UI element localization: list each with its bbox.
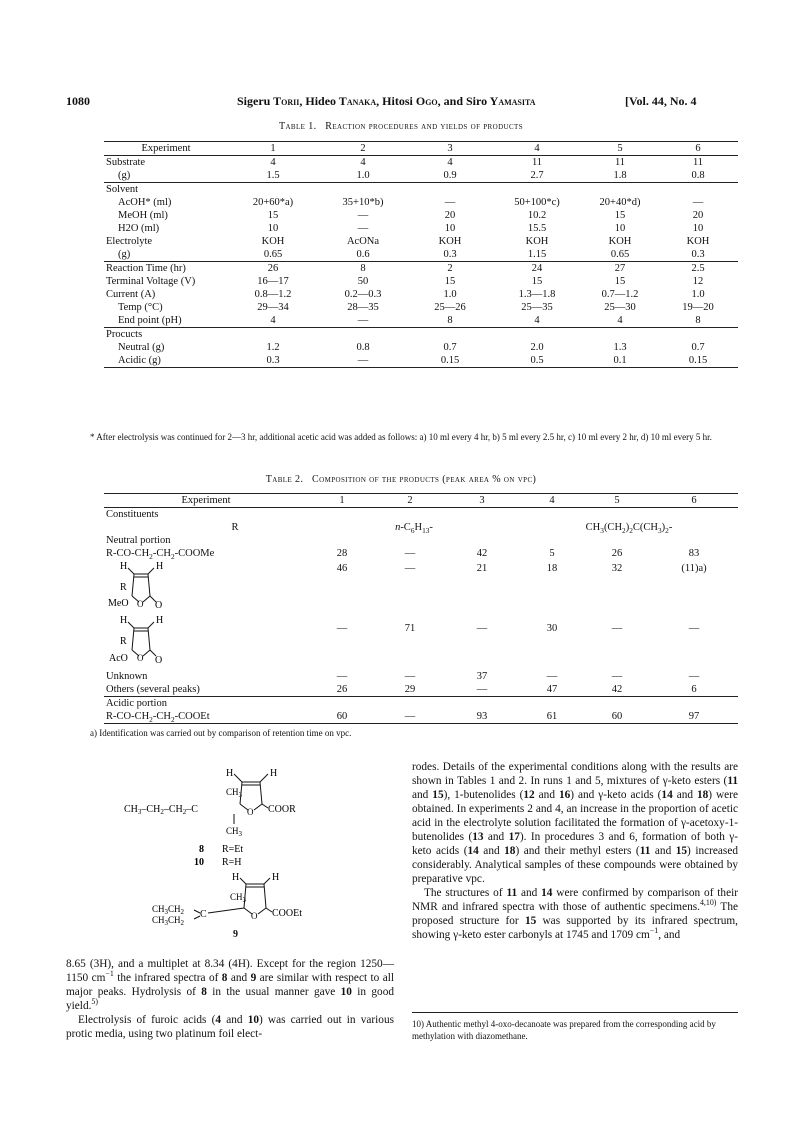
t2-row-ketoacid-ester bbox=[104, 710, 738, 724]
t1-cell: 20 bbox=[692, 210, 704, 221]
t1-cell: 2 bbox=[408, 262, 492, 276]
t1-row-label: Temp (°C) bbox=[118, 302, 163, 313]
t1-cell: 27 bbox=[582, 262, 658, 276]
t1-row bbox=[104, 341, 738, 354]
t1-cell: 8 bbox=[695, 315, 701, 326]
t2-cell: 46 bbox=[336, 563, 348, 574]
t1-row bbox=[104, 301, 738, 314]
t1-row-label: AcOH* (ml) bbox=[118, 197, 172, 208]
t1-cell: 0.6 bbox=[356, 249, 370, 260]
t1-cell: 0.8 bbox=[691, 170, 705, 181]
t1-row-label: Electrolyte bbox=[106, 236, 153, 247]
right-paragraph-2: The structures of 11 and 14 were confirmed by comparison of their NMR and infrared spectra with those of authentic specimens.$^{4,10)}$ The proposed structure for 15 was supported by its infrared spectrum, showing γ-keto ester carbonyls at 1745 and 1709 $cm^{-1}$, and bbox=[412, 887, 738, 941]
t1-cell: 29—34 bbox=[257, 302, 289, 313]
t1-row-label: Procucts bbox=[104, 328, 228, 342]
t1-cell: KOH bbox=[525, 236, 549, 247]
methoxy-butenolide-structure bbox=[104, 560, 308, 614]
t1-cell: 11 bbox=[658, 156, 738, 170]
t1-row-label: Reaction Time (hr) bbox=[104, 262, 228, 276]
table2-footnote: a) Identification was carried out by comparison of retention time on vpc. bbox=[90, 728, 352, 738]
svg-text:H: H bbox=[232, 872, 240, 883]
t1-cell: 50 bbox=[357, 276, 369, 287]
t1-cell: 15 bbox=[444, 276, 456, 287]
t2-cell: 42 bbox=[611, 684, 623, 695]
t1-cell: 20+40*d) bbox=[599, 197, 641, 208]
svg-text:H: H bbox=[226, 768, 234, 779]
t1-cell bbox=[408, 328, 492, 342]
t1-cell bbox=[582, 183, 658, 197]
t1-cell: 0.3 bbox=[691, 249, 705, 260]
t1-row-label: Acidic (g) bbox=[104, 354, 228, 368]
t1-cell: 5 bbox=[582, 142, 658, 156]
t2-cell: — bbox=[404, 563, 416, 574]
t1-cell: 4 bbox=[228, 156, 318, 170]
t2-cell: 60 bbox=[584, 710, 650, 724]
left-paragraph-1: 8.65 (3H), and a multiplet at 8.34 (4H). Except for the region 1250—1150 $cm^{-1}$ the infrared spectra of 8 and 9 are similar with respect to all major peaks. Hydrolysis of 8 in the usual manner gave 10 in good yield.$^{5)}$ bbox=[66, 958, 394, 1012]
svg-text:CH3CH2: $CH_3CH_2$ bbox=[152, 904, 185, 916]
t2-cell: 93 bbox=[444, 710, 520, 724]
t1-cell: 0.3 bbox=[443, 249, 457, 260]
svg-text:R=Et: R=Et bbox=[222, 844, 244, 855]
t1-cell bbox=[408, 183, 492, 197]
table2 bbox=[104, 493, 738, 724]
svg-text:CH3: $CH_3$ bbox=[230, 892, 247, 904]
t1-cell: KOH bbox=[608, 236, 632, 247]
svg-text:CH3–CH2–CH2–C: $CH_3-CH_2-CH_2-C$ bbox=[124, 804, 198, 816]
t2-cell: 4 bbox=[520, 494, 584, 508]
t2-cell: 71 bbox=[404, 623, 416, 634]
t1-cell: 4 bbox=[270, 315, 276, 326]
t1-row-label: MeOH (ml) bbox=[118, 210, 168, 221]
t2-cell: — bbox=[336, 671, 348, 682]
t1-cell: 0.7 bbox=[443, 342, 457, 353]
t1-cell bbox=[658, 183, 738, 197]
t2-r-group2: $CH_3(CH_2)_2C(CH_3)_2-$ bbox=[585, 522, 673, 536]
table1 bbox=[104, 141, 738, 368]
t1-cell bbox=[318, 328, 408, 342]
t2-row-experiment bbox=[104, 494, 738, 508]
t1-cell: 2 bbox=[318, 142, 408, 156]
t1-cell: 4 bbox=[408, 156, 492, 170]
t1-cell: 19—20 bbox=[682, 302, 714, 313]
svg-text:H: H bbox=[156, 561, 164, 572]
t1-cell: 0.3 bbox=[228, 354, 318, 368]
t1-row-label: (g) bbox=[118, 249, 131, 260]
t1-cell: 0.5 bbox=[492, 354, 582, 368]
t2-label: Others (several peaks) bbox=[106, 684, 200, 695]
t1-cell: 15 bbox=[531, 276, 543, 287]
t1-cell: 1.3—1.8 bbox=[518, 289, 556, 300]
svg-text:H: H bbox=[156, 615, 164, 626]
t1-cell: 0.9 bbox=[443, 170, 457, 181]
t1-cell: KOH bbox=[261, 236, 285, 247]
t2-cell: 6 bbox=[691, 684, 697, 695]
t1-cell: 24 bbox=[492, 262, 582, 276]
page-number: 1080 bbox=[66, 94, 90, 108]
t1-cell: 1 bbox=[228, 142, 318, 156]
t1-cell: 1.8 bbox=[613, 170, 627, 181]
t2-row-methoxy-butenolide bbox=[104, 560, 738, 614]
t2-label: Acidic portion bbox=[104, 697, 308, 711]
t1-cell: 1.0 bbox=[691, 289, 705, 300]
t1-row bbox=[104, 275, 738, 288]
t1-cell: 2.0 bbox=[530, 342, 544, 353]
svg-text:O: O bbox=[137, 653, 144, 663]
t2-cell: 5 bbox=[584, 494, 650, 508]
t2-cell: 47 bbox=[546, 684, 558, 695]
t2-cell: 37 bbox=[476, 671, 488, 682]
left-column-text bbox=[66, 957, 394, 1041]
svg-text:COOEt: COOEt bbox=[272, 908, 302, 919]
t2-row-r bbox=[104, 521, 738, 534]
t1-cell: 0.7—1.2 bbox=[601, 289, 639, 300]
t1-cell: 50+100*c) bbox=[514, 197, 560, 208]
t1-row-label: (g) bbox=[118, 170, 131, 181]
t1-cell: 10 bbox=[692, 223, 704, 234]
svg-text:H: H bbox=[272, 872, 280, 883]
t1-cell: 1.3 bbox=[613, 342, 627, 353]
t1-cell: — bbox=[318, 354, 408, 368]
t2-cell: — bbox=[336, 623, 348, 634]
t2-cell: — bbox=[546, 671, 558, 682]
t2-cell: 29 bbox=[404, 684, 416, 695]
t1-cell: 20+60*a) bbox=[252, 197, 294, 208]
t1-cell bbox=[228, 328, 318, 342]
t1-row bbox=[104, 354, 738, 368]
svg-text:H: H bbox=[270, 768, 278, 779]
table1-footnote: * After electrolysis was continued for 2—3 hr, additional acetic acid was added as follows: a) 10 ml every 4 hr, b) 5 ml every 2.5 hr, c) 10 ml every 2 hr, d) 10 ml every 5 hr. bbox=[90, 432, 712, 442]
t2-label-ketoethylester: $R-CO-CH_2-CH_2$-COOEt bbox=[104, 710, 308, 724]
t1-row bbox=[104, 142, 738, 156]
t1-cell: 0.2—0.3 bbox=[344, 289, 382, 300]
volume-info: [Vol. 44, No. 4 bbox=[625, 94, 697, 108]
t1-cell: 8 bbox=[447, 315, 453, 326]
svg-text:8: 8 bbox=[199, 844, 204, 855]
t1-row bbox=[104, 262, 738, 276]
t2-row-neutral bbox=[104, 534, 738, 547]
t2-row-constituents bbox=[104, 508, 738, 522]
t1-cell: 0.7 bbox=[691, 342, 705, 353]
t1-cell: 1.2 bbox=[266, 342, 280, 353]
svg-text:MeO: MeO bbox=[108, 598, 129, 609]
t1-cell: — bbox=[357, 223, 369, 234]
t1-cell: — bbox=[357, 210, 369, 221]
t1-cell: 16—17 bbox=[257, 276, 289, 287]
t1-cell: 11 bbox=[582, 156, 658, 170]
t1-cell: 8 bbox=[318, 262, 408, 276]
svg-text:R: R bbox=[120, 582, 127, 593]
t1-cell: 0.8—1.2 bbox=[254, 289, 292, 300]
t1-row bbox=[104, 222, 738, 235]
t1-cell: 12 bbox=[692, 276, 704, 287]
t2-cell: 6 bbox=[650, 494, 738, 508]
t1-cell: 1.0 bbox=[356, 170, 370, 181]
svg-text:COOR: COOR bbox=[268, 804, 296, 815]
t2-cell: — bbox=[476, 623, 488, 634]
svg-text:H: H bbox=[120, 615, 128, 626]
t2-label: Unknown bbox=[106, 671, 148, 682]
t1-cell: 25—26 bbox=[434, 302, 466, 313]
t1-row-label: Substrate bbox=[104, 156, 228, 170]
t1-cell: 26 bbox=[228, 262, 318, 276]
t1-cell: 4 bbox=[534, 315, 540, 326]
t2-cell: — bbox=[404, 671, 416, 682]
t1-cell: 1.5 bbox=[266, 170, 280, 181]
left-paragraph-2: Electrolysis of furoic acids (4 and 10) was carried out in various protic media, using two platinum foil elect- bbox=[66, 1014, 394, 1040]
t2-cell: — bbox=[688, 623, 700, 634]
t1-cell: 0.65 bbox=[263, 249, 283, 260]
t2-cell: 83 bbox=[688, 548, 700, 559]
t1-cell: 0.15 bbox=[658, 354, 738, 368]
t2-cell: — bbox=[611, 623, 623, 634]
t1-row bbox=[104, 156, 738, 170]
t1-row bbox=[104, 169, 738, 183]
t2-row-ketoester bbox=[104, 547, 738, 560]
t1-cell: 15 bbox=[614, 210, 626, 221]
t1-cell: KOH bbox=[438, 236, 462, 247]
t1-cell bbox=[228, 183, 318, 197]
t1-row bbox=[104, 196, 738, 209]
t1-cell: 11 bbox=[492, 156, 582, 170]
t2-cell: 30 bbox=[546, 623, 558, 634]
t1-row bbox=[104, 248, 738, 262]
t1-cell: 10 bbox=[267, 223, 279, 234]
table1-caption: Table 1. Reaction procedures and yields of products bbox=[278, 121, 524, 132]
t1-cell: 15.5 bbox=[527, 223, 547, 234]
table2-caption: Table 2. Composition of the products (peak area % on vpc) bbox=[265, 474, 537, 485]
t2-label: Constituents bbox=[106, 509, 159, 520]
svg-text:H: H bbox=[120, 561, 128, 572]
svg-text:CH3: $CH_3$ bbox=[226, 787, 243, 799]
t2-label: Neutral portion bbox=[106, 535, 171, 546]
t1-cell: KOH bbox=[686, 236, 710, 247]
t2-cell: — bbox=[476, 684, 488, 695]
t1-cell bbox=[658, 328, 738, 342]
right-column-text bbox=[412, 760, 738, 942]
t1-row-label: H2O (ml) bbox=[118, 223, 160, 234]
t2-cell: 97 bbox=[650, 710, 738, 724]
t1-cell: 1.0 bbox=[443, 289, 457, 300]
t1-row bbox=[104, 209, 738, 222]
t1-row bbox=[104, 288, 738, 301]
t2-cell: 18 bbox=[546, 563, 558, 574]
svg-text:C: C bbox=[200, 909, 207, 920]
t2-cell: 42 bbox=[476, 548, 488, 559]
t2-row-acidic bbox=[104, 697, 738, 711]
t1-row-label: Experiment bbox=[104, 142, 228, 156]
t1-cell: 15 bbox=[267, 210, 279, 221]
t1-cell: AcONa bbox=[346, 236, 380, 247]
t1-cell: 25—30 bbox=[604, 302, 636, 313]
t2-cell: 26 bbox=[336, 684, 348, 695]
svg-text:O: O bbox=[155, 600, 163, 610]
t1-cell: 0.1 bbox=[582, 354, 658, 368]
svg-text:CH3CH2: $CH_3CH_2$ bbox=[152, 915, 185, 927]
t2-cell: 1 bbox=[308, 494, 376, 508]
t1-row bbox=[104, 235, 738, 248]
t2-label: R bbox=[231, 522, 239, 533]
t2-r-group1: $n-C_6H_{13}-$ bbox=[395, 522, 433, 536]
t1-cell bbox=[492, 328, 582, 342]
svg-text:R: R bbox=[120, 636, 127, 647]
t1-cell: 4 bbox=[318, 156, 408, 170]
t1-cell: 6 bbox=[658, 142, 738, 156]
t1-row-label: Solvent bbox=[104, 183, 228, 197]
t1-cell: 35+10*b) bbox=[342, 197, 384, 208]
t1-cell: 0.8 bbox=[356, 342, 370, 353]
acetoxy-butenolide-structure bbox=[104, 614, 308, 670]
t1-cell: 1.15 bbox=[527, 249, 547, 260]
t2-cell: 5 bbox=[549, 548, 555, 559]
t2-cell: (11)a) bbox=[681, 563, 707, 574]
t2-cell: 32 bbox=[611, 563, 623, 574]
running-head-authors: Sigeru Torii, Hideo Tanaka, Hitosi Ogo, and Siro Yamasita bbox=[237, 94, 536, 108]
t1-cell: 28—35 bbox=[347, 302, 379, 313]
t1-cell bbox=[318, 183, 408, 197]
svg-text:O: O bbox=[251, 911, 258, 921]
t2-cell: 61 bbox=[520, 710, 584, 724]
t1-cell: 25—35 bbox=[521, 302, 553, 313]
t1-row-label: End point (pH) bbox=[118, 315, 182, 326]
t1-cell: 2.7 bbox=[530, 170, 544, 181]
svg-text:O: O bbox=[137, 599, 144, 609]
t2-row-unknown bbox=[104, 670, 738, 683]
t2-cell: — bbox=[611, 671, 623, 682]
t2-label-ketoester: $R-CO-CH_2-CH_2$-COOMe bbox=[106, 548, 215, 562]
t1-row bbox=[104, 183, 738, 197]
t2-cell: 3 bbox=[444, 494, 520, 508]
t1-row bbox=[104, 328, 738, 342]
svg-text:O: O bbox=[155, 655, 163, 666]
t1-cell: 0.65 bbox=[610, 249, 630, 260]
t1-cell: 2.5 bbox=[658, 262, 738, 276]
footnote-10: 10) Authentic methyl 4-oxo-decanoate was prepared from the corresponding acid by methylation with diazomethane. bbox=[412, 1019, 716, 1041]
t2-row-acetoxy-butenolide bbox=[104, 614, 738, 670]
svg-text:CH3: $CH_3$ bbox=[226, 826, 243, 838]
footnote-rule bbox=[412, 1012, 738, 1013]
t2-cell: 2 bbox=[376, 494, 444, 508]
t1-cell: 4 bbox=[492, 142, 582, 156]
t1-cell: 10.2 bbox=[527, 210, 547, 221]
t1-cell: 0.15 bbox=[408, 354, 492, 368]
t1-cell bbox=[582, 328, 658, 342]
t2-cell: — bbox=[404, 548, 416, 559]
t1-row-label: Current (A) bbox=[106, 289, 156, 300]
right-paragraph-1: rodes. Details of the experimental conditions along with the results are shown in Tables 1 and 2. In runs 1 and 5, mixtures of γ-keto esters (11 and 15), 1-butenolides (12 and 16) and γ-keto acids (14 and 18) were obtained. In experiments 2 and 4, an increase in the proportion of acetic acid in the electrolyte solution facilitated the formation of γ-acetoxy-1-butenolides (13 and 17). In procedures 3 and 6, formation of both γ-keto acids (14 and 18) and their methyl esters (11 and 15) increased considerably. Analytical samples of these compounds were obtained by preparative vpc. bbox=[412, 761, 738, 885]
t2-cell: 21 bbox=[476, 563, 488, 574]
t1-cell: 3 bbox=[408, 142, 492, 156]
t1-row-label: Terminal Voltage (V) bbox=[106, 276, 196, 287]
t1-cell bbox=[492, 183, 582, 197]
t2-cell: 26 bbox=[611, 548, 623, 559]
t1-row bbox=[104, 314, 738, 328]
svg-text:AcO: AcO bbox=[109, 653, 128, 664]
t1-cell: — bbox=[692, 197, 704, 208]
t1-cell: 15 bbox=[614, 276, 626, 287]
t1-cell: — bbox=[357, 315, 369, 326]
svg-text:R=H: R=H bbox=[222, 857, 242, 868]
t2-cell: — bbox=[376, 710, 444, 724]
t2-cell: 28 bbox=[336, 548, 348, 559]
t1-cell: 10 bbox=[614, 223, 626, 234]
t2-label: Experiment bbox=[104, 494, 308, 508]
t1-cell: — bbox=[444, 197, 456, 208]
svg-text:O: O bbox=[247, 807, 254, 817]
t1-cell: 10 bbox=[444, 223, 456, 234]
svg-text:10: 10 bbox=[194, 857, 204, 868]
t1-cell: 4 bbox=[617, 315, 623, 326]
structure-9-label: 9 bbox=[233, 929, 238, 940]
t2-cell: 60 bbox=[308, 710, 376, 724]
t1-row-label: Neutral (g) bbox=[118, 342, 165, 353]
t2-row-others bbox=[104, 683, 738, 697]
t1-cell: 20 bbox=[444, 210, 456, 221]
t2-cell: — bbox=[688, 671, 700, 682]
